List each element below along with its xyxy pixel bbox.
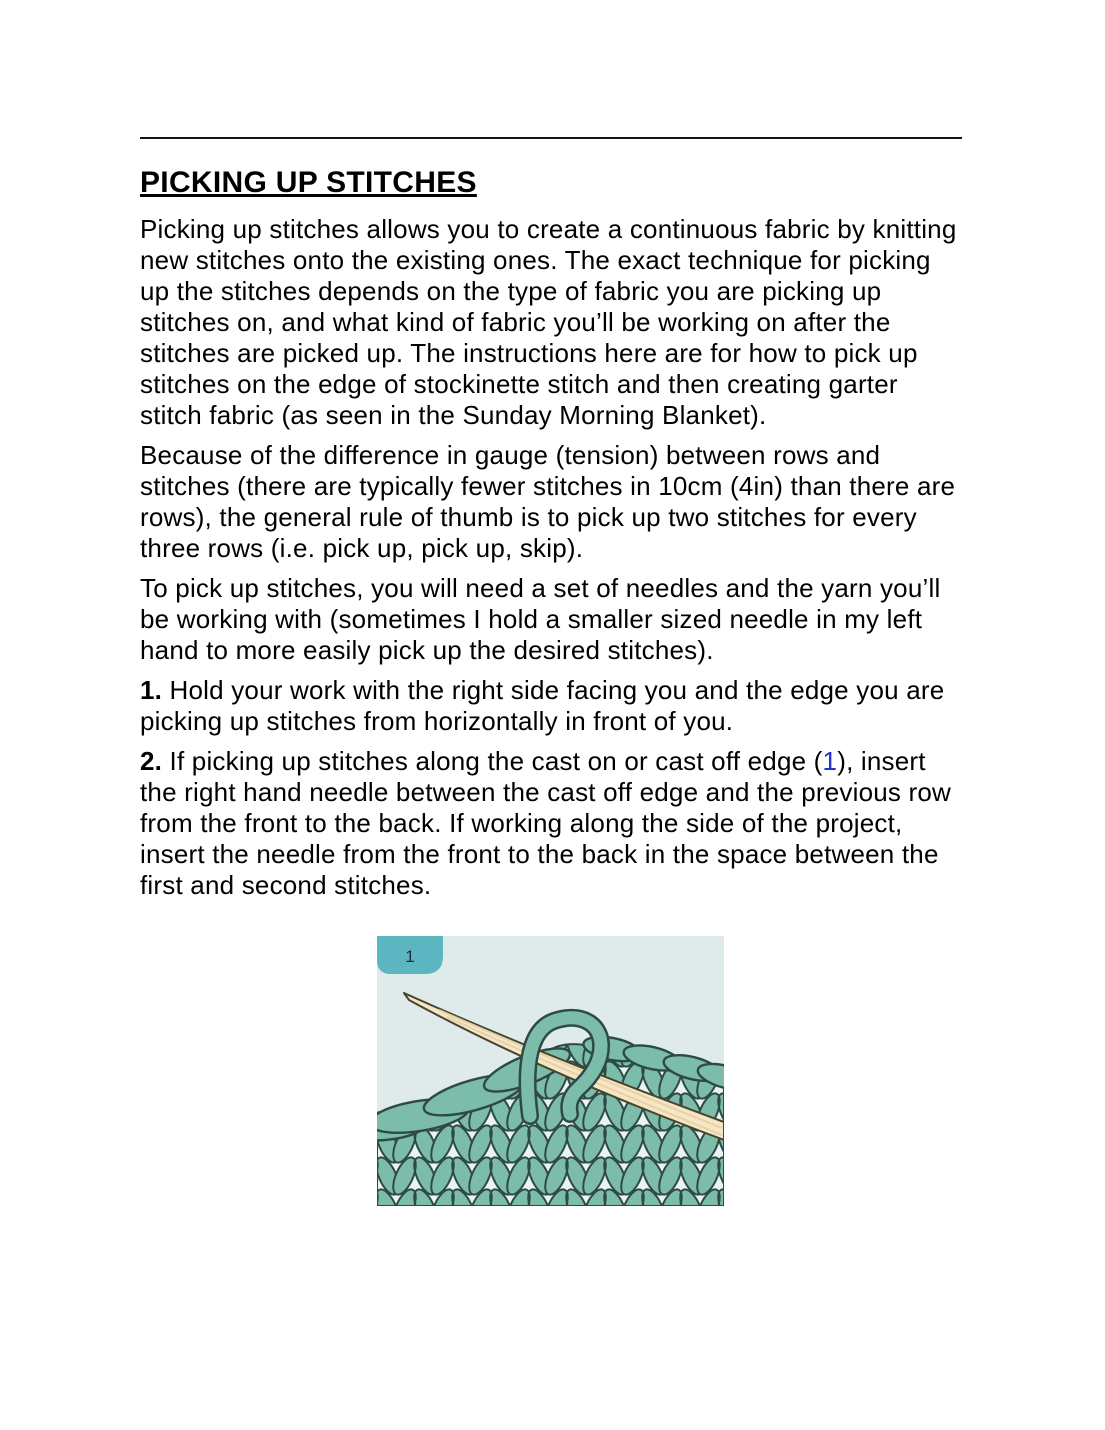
figure-number-label: 1 xyxy=(404,947,415,966)
step-2-text-post: ), insert the right hand needle between the cast off edge and the previous row from the front to the back. If working along the side of the project, insert the needle from the front to the back in the space between the first and second stitches. xyxy=(140,746,952,900)
paragraph-gauge: Because of the difference in gauge (tension) between rows and stitches (there are typically fewer stitches in 10cm (4in) than there are rows), the general rule of thumb is to pick up two stitches for every three rows (i.e. pick up, pick up, skip). xyxy=(140,440,956,563)
top-rule xyxy=(140,137,962,139)
paragraph-intro: Picking up stitches allows you to create a continuous fabric by knitting new stitches onto the existing ones. The exact technique for picking up the stitches depends on the type of fabric you are picking up stitches on, and what kind of fabric you’ll be working on after the stitches are picked up. The instructions here are for how to pick up stitches on the edge of stockinette stitch and then creating garter stitch fabric (as seen in the Sunday Morning Blanket). xyxy=(140,214,957,430)
page-title: PICKING UP STITCHES xyxy=(140,166,477,199)
step-2-number: 2. xyxy=(140,746,163,776)
step-1 xyxy=(140,675,960,737)
step-1-text: Hold your work with the right side facing you and the edge you are picking up stitches from horizontally in front of you. xyxy=(140,675,945,736)
figure-1-illustration xyxy=(377,936,724,1206)
figure-illustration xyxy=(140,936,960,1206)
step-2 xyxy=(140,746,960,901)
step-1-number: 1. xyxy=(140,675,163,705)
page-content xyxy=(140,0,960,1206)
figure-1-link[interactable]: 1 xyxy=(822,746,838,776)
paragraph-needles: To pick up stitches, you will need a set of needles and the yarn you’ll be working with (sometimes I hold a smaller sized needle in my left hand to more easily pick up the desired stitches). xyxy=(140,573,941,665)
step-2-text-pre: If picking up stitches along the cast on or cast off edge ( xyxy=(162,746,823,776)
